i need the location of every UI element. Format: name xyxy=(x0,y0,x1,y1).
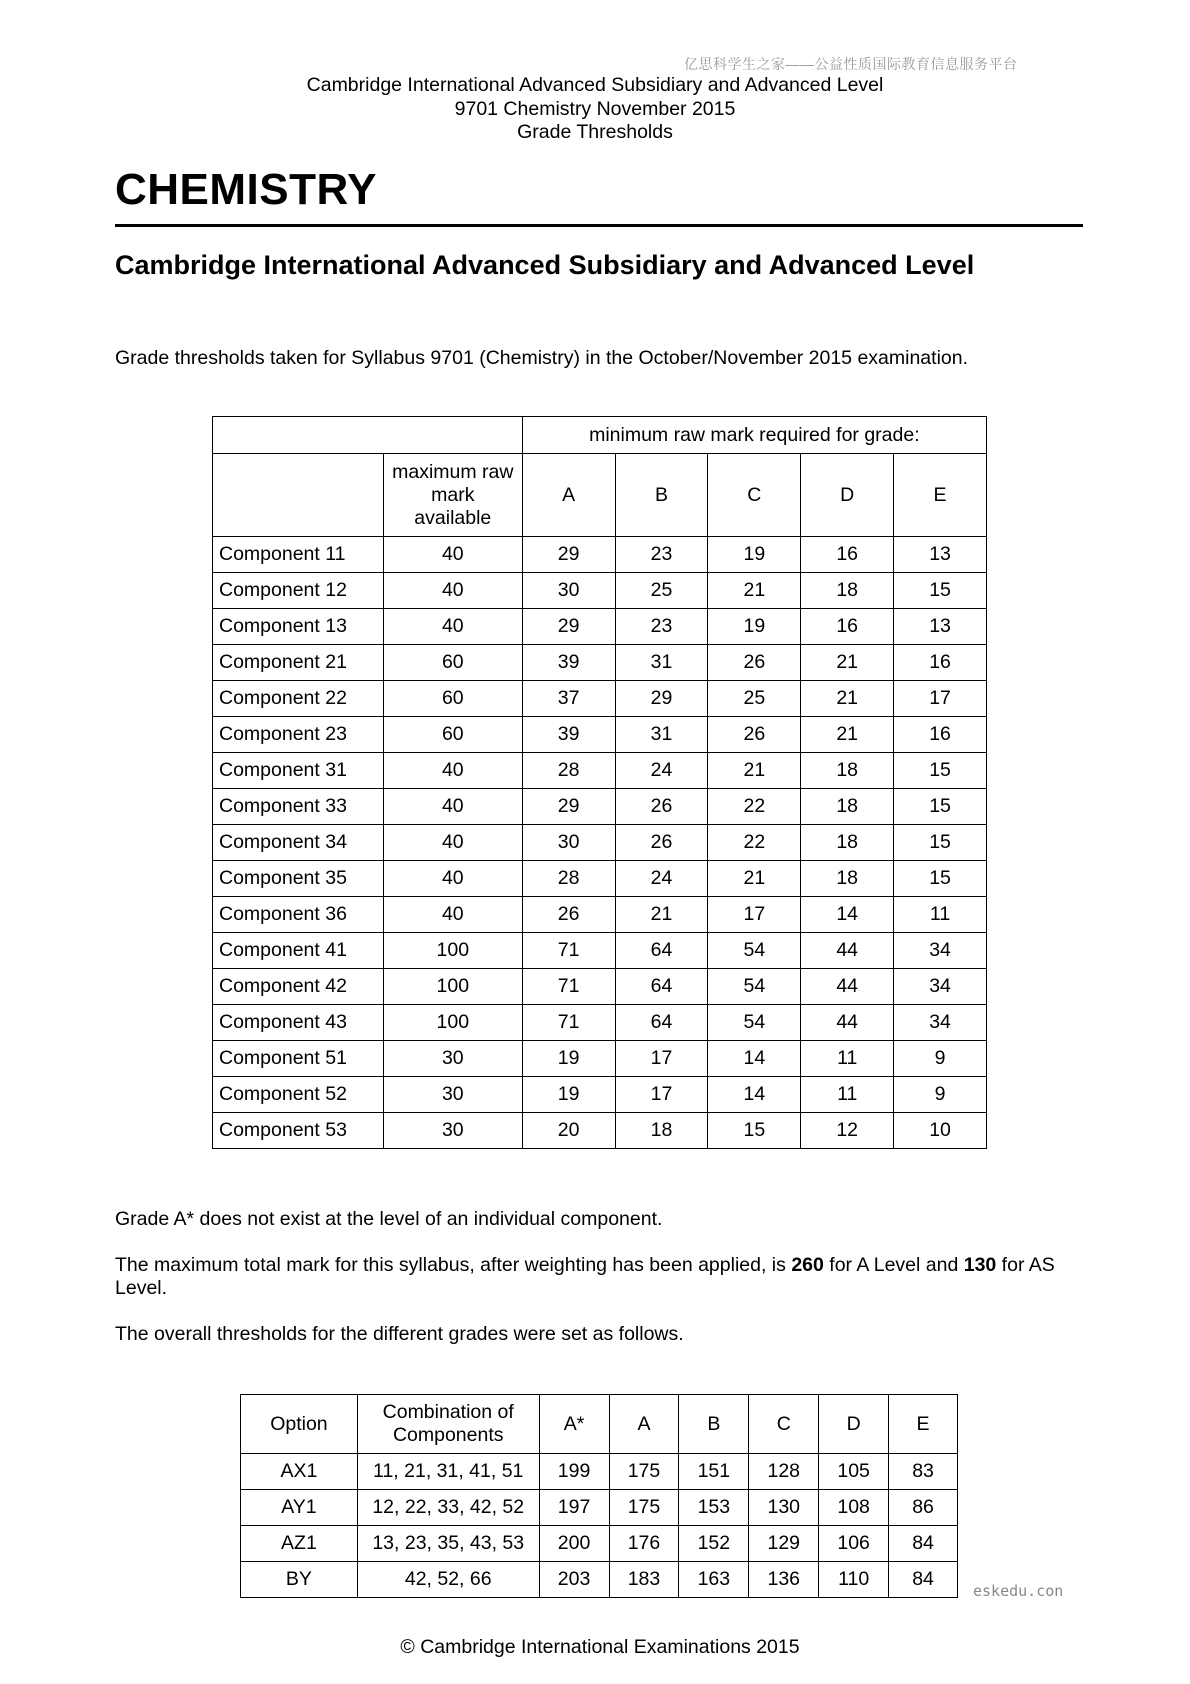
component-name: Component 11 xyxy=(213,537,384,573)
threshold-cell: 14 xyxy=(708,1041,801,1077)
component-name: Component 13 xyxy=(213,609,384,645)
threshold-cell: 84 xyxy=(889,1562,958,1598)
threshold-cell: 26 xyxy=(708,645,801,681)
threshold-cell: 18 xyxy=(801,825,894,861)
max-header-line: mark xyxy=(431,483,475,506)
component-name: Component 43 xyxy=(213,1005,384,1041)
threshold-cell: 17 xyxy=(708,897,801,933)
table-row xyxy=(241,1526,958,1562)
threshold-cell: 21 xyxy=(801,681,894,717)
a-level-total: 260 xyxy=(791,1254,824,1276)
threshold-cell: 19 xyxy=(522,1077,615,1113)
threshold-cell: 21 xyxy=(801,717,894,753)
threshold-cell: 12 xyxy=(801,1113,894,1149)
table-row xyxy=(241,1490,958,1526)
grade-header: D xyxy=(819,1395,889,1454)
threshold-cell: 44 xyxy=(801,933,894,969)
component-name: Component 42 xyxy=(213,969,384,1005)
table-row xyxy=(213,681,987,717)
max-mark-cell: 100 xyxy=(383,1005,522,1041)
threshold-cell: 128 xyxy=(749,1454,819,1490)
threshold-cell: 26 xyxy=(615,789,708,825)
table-row xyxy=(213,537,987,573)
max-header-line: available xyxy=(414,506,492,529)
threshold-cell: 54 xyxy=(708,933,801,969)
threshold-cell: 110 xyxy=(819,1562,889,1598)
threshold-cell: 31 xyxy=(615,717,708,753)
threshold-cell: 83 xyxy=(889,1454,958,1490)
threshold-cell: 28 xyxy=(522,753,615,789)
max-mark-cell: 40 xyxy=(383,897,522,933)
threshold-cell: 200 xyxy=(539,1526,609,1562)
threshold-cell: 9 xyxy=(894,1077,987,1113)
combination-header-line: Components xyxy=(392,1424,504,1446)
threshold-cell: 106 xyxy=(819,1526,889,1562)
max-mark-cell: 30 xyxy=(383,1113,522,1149)
component-name: Component 12 xyxy=(213,573,384,609)
threshold-cell: 34 xyxy=(894,933,987,969)
max-total-middle: for A Level and xyxy=(823,1254,964,1276)
component-name: Component 34 xyxy=(213,825,384,861)
watermark-side: eskedu.con xyxy=(973,1582,1064,1600)
threshold-cell: 25 xyxy=(615,573,708,609)
component-name: Component 33 xyxy=(213,789,384,825)
intro-paragraph: Grade thresholds taken for Syllabus 9701 (Chemistry) in the October/November 2015 examination. xyxy=(115,347,969,369)
header-line-3: Grade Thresholds xyxy=(517,121,673,143)
threshold-cell: 22 xyxy=(708,789,801,825)
max-mark-cell: 100 xyxy=(383,933,522,969)
threshold-cell: 31 xyxy=(615,645,708,681)
threshold-cell: 34 xyxy=(894,1005,987,1041)
as-level-total: 130 xyxy=(963,1254,997,1276)
threshold-cell: 17 xyxy=(894,681,987,717)
threshold-cell: 25 xyxy=(708,681,801,717)
table-row xyxy=(213,573,987,609)
grade-span-header: minimum raw mark required for grade: xyxy=(522,417,986,454)
threshold-cell: 18 xyxy=(801,789,894,825)
max-mark-header xyxy=(383,454,522,537)
threshold-cell: 28 xyxy=(522,861,615,897)
table-row xyxy=(213,1005,987,1041)
threshold-cell: 175 xyxy=(609,1490,679,1526)
option-code: BY xyxy=(241,1562,358,1598)
max-total-suffix: for AS Level. xyxy=(115,1254,1055,1299)
component-combination: 11, 21, 31, 41, 51 xyxy=(357,1454,539,1490)
threshold-cell: 19 xyxy=(522,1041,615,1077)
threshold-cell: 130 xyxy=(749,1490,819,1526)
threshold-cell: 18 xyxy=(801,573,894,609)
table-row xyxy=(213,645,987,681)
threshold-cell: 71 xyxy=(522,1005,615,1041)
max-mark-cell: 40 xyxy=(383,861,522,897)
threshold-cell: 18 xyxy=(801,753,894,789)
component-combination: 42, 52, 66 xyxy=(357,1562,539,1598)
threshold-cell: 108 xyxy=(819,1490,889,1526)
overall-intro: The overall thresholds for the different grades were set as follows. xyxy=(115,1323,684,1345)
page-subtitle: Cambridge International Advanced Subsidiary and Advanced Level xyxy=(115,250,975,280)
threshold-cell: 26 xyxy=(708,717,801,753)
grade-header: C xyxy=(749,1395,819,1454)
threshold-cell: 64 xyxy=(615,969,708,1005)
threshold-cell: 16 xyxy=(801,537,894,573)
table-row xyxy=(213,753,987,789)
threshold-cell: 23 xyxy=(615,537,708,573)
grade-header: E xyxy=(894,454,987,537)
watermark-text: 亿思科学生之家——公益性质国际教育信息服务平台 xyxy=(684,56,1018,72)
max-mark-cell: 40 xyxy=(383,753,522,789)
threshold-cell: 21 xyxy=(801,645,894,681)
grade-header: A xyxy=(609,1395,679,1454)
grade-header: E xyxy=(889,1395,958,1454)
threshold-cell: 15 xyxy=(894,573,987,609)
threshold-cell: 29 xyxy=(522,537,615,573)
threshold-cell: 19 xyxy=(708,537,801,573)
threshold-cell: 64 xyxy=(615,933,708,969)
threshold-cell: 151 xyxy=(679,1454,749,1490)
threshold-cell: 10 xyxy=(894,1113,987,1149)
threshold-cell: 16 xyxy=(894,717,987,753)
threshold-cell: 183 xyxy=(609,1562,679,1598)
threshold-cell: 15 xyxy=(894,753,987,789)
threshold-cell: 21 xyxy=(708,861,801,897)
grade-header: B xyxy=(679,1395,749,1454)
threshold-cell: 44 xyxy=(801,1005,894,1041)
threshold-cell: 30 xyxy=(522,573,615,609)
threshold-cell: 71 xyxy=(522,933,615,969)
max-header-line: maximum raw xyxy=(392,460,514,483)
threshold-cell: 21 xyxy=(708,753,801,789)
component-name: Component 31 xyxy=(213,753,384,789)
option-code: AX1 xyxy=(241,1454,358,1490)
threshold-cell: 21 xyxy=(708,573,801,609)
threshold-cell: 18 xyxy=(615,1113,708,1149)
table-row xyxy=(213,897,987,933)
threshold-cell: 26 xyxy=(615,825,708,861)
page-title: CHEMISTRY xyxy=(115,165,377,214)
threshold-cell: 39 xyxy=(522,645,615,681)
threshold-cell: 197 xyxy=(539,1490,609,1526)
threshold-cell: 13 xyxy=(894,609,987,645)
threshold-cell: 203 xyxy=(539,1562,609,1598)
option-header: Option xyxy=(241,1395,358,1454)
threshold-cell: 16 xyxy=(894,645,987,681)
threshold-cell: 13 xyxy=(894,537,987,573)
title-divider xyxy=(115,224,1083,227)
component-name: Component 53 xyxy=(213,1113,384,1149)
threshold-cell: 29 xyxy=(522,789,615,825)
component-name: Component 41 xyxy=(213,933,384,969)
header-line-1: Cambridge International Advanced Subsidiary and Advanced Level xyxy=(306,74,884,96)
threshold-cell: 64 xyxy=(615,1005,708,1041)
combination-header xyxy=(357,1395,539,1454)
threshold-cell: 176 xyxy=(609,1526,679,1562)
threshold-cell: 29 xyxy=(615,681,708,717)
component-name: Component 22 xyxy=(213,681,384,717)
table-row xyxy=(213,717,987,753)
grade-header: D xyxy=(801,454,894,537)
component-name: Component 36 xyxy=(213,897,384,933)
component-name: Component 35 xyxy=(213,861,384,897)
max-mark-cell: 30 xyxy=(383,1041,522,1077)
max-mark-cell: 30 xyxy=(383,1077,522,1113)
threshold-cell: 24 xyxy=(615,861,708,897)
table-row xyxy=(213,789,987,825)
component-name: Component 21 xyxy=(213,645,384,681)
component-name: Component 52 xyxy=(213,1077,384,1113)
max-mark-cell: 60 xyxy=(383,645,522,681)
max-mark-cell: 60 xyxy=(383,681,522,717)
empty-header-cell xyxy=(213,454,384,537)
table-row xyxy=(241,1562,958,1598)
threshold-cell: 18 xyxy=(801,861,894,897)
astar-note: Grade A* does not exist at the level of an individual component. xyxy=(115,1208,663,1230)
table-row xyxy=(213,1041,987,1077)
threshold-cell: 54 xyxy=(708,1005,801,1041)
threshold-cell: 24 xyxy=(615,753,708,789)
threshold-cell: 26 xyxy=(522,897,615,933)
table-row xyxy=(213,969,987,1005)
threshold-cell: 129 xyxy=(749,1526,819,1562)
grade-header: A* xyxy=(539,1395,609,1454)
table-row xyxy=(213,1113,987,1149)
table-row xyxy=(213,825,987,861)
threshold-cell: 11 xyxy=(801,1077,894,1113)
threshold-cell: 30 xyxy=(522,825,615,861)
max-total-prefix: The maximum total mark for this syllabus, after weighting has been applied, is xyxy=(115,1254,792,1276)
table-row xyxy=(213,1077,987,1113)
footer-copyright: © Cambridge International Examinations 2015 xyxy=(400,1636,800,1658)
threshold-cell: 14 xyxy=(708,1077,801,1113)
max-mark-cell: 40 xyxy=(383,789,522,825)
max-mark-cell: 60 xyxy=(383,717,522,753)
threshold-cell: 54 xyxy=(708,969,801,1005)
threshold-cell: 21 xyxy=(615,897,708,933)
max-mark-cell: 40 xyxy=(383,573,522,609)
component-name: Component 51 xyxy=(213,1041,384,1077)
threshold-cell: 29 xyxy=(522,609,615,645)
threshold-cell: 11 xyxy=(801,1041,894,1077)
component-combination: 13, 23, 35, 43, 53 xyxy=(357,1526,539,1562)
max-mark-cell: 40 xyxy=(383,537,522,573)
option-code: AY1 xyxy=(241,1490,358,1526)
threshold-cell: 105 xyxy=(819,1454,889,1490)
threshold-cell: 14 xyxy=(801,897,894,933)
threshold-cell: 15 xyxy=(708,1113,801,1149)
threshold-cell: 86 xyxy=(889,1490,958,1526)
max-mark-cell: 40 xyxy=(383,825,522,861)
threshold-cell: 15 xyxy=(894,789,987,825)
threshold-cell: 15 xyxy=(894,825,987,861)
threshold-cell: 84 xyxy=(889,1526,958,1562)
threshold-cell: 22 xyxy=(708,825,801,861)
component-combination: 12, 22, 33, 42, 52 xyxy=(357,1490,539,1526)
max-mark-cell: 40 xyxy=(383,609,522,645)
threshold-cell: 175 xyxy=(609,1454,679,1490)
threshold-cell: 37 xyxy=(522,681,615,717)
threshold-cell: 16 xyxy=(801,609,894,645)
threshold-cell: 71 xyxy=(522,969,615,1005)
max-total-paragraph xyxy=(115,1254,1070,1300)
threshold-cell: 136 xyxy=(749,1562,819,1598)
threshold-cell: 17 xyxy=(615,1077,708,1113)
threshold-cell: 39 xyxy=(522,717,615,753)
table-row xyxy=(213,861,987,897)
component-name: Component 23 xyxy=(213,717,384,753)
table-row xyxy=(241,1454,958,1490)
option-thresholds-table xyxy=(240,1394,958,1598)
threshold-cell: 34 xyxy=(894,969,987,1005)
threshold-cell: 199 xyxy=(539,1454,609,1490)
threshold-cell: 15 xyxy=(894,861,987,897)
table-row xyxy=(213,609,987,645)
max-mark-cell: 100 xyxy=(383,969,522,1005)
threshold-cell: 19 xyxy=(708,609,801,645)
threshold-cell: 11 xyxy=(894,897,987,933)
empty-header-cell xyxy=(213,417,523,454)
threshold-cell: 9 xyxy=(894,1041,987,1077)
threshold-cell: 153 xyxy=(679,1490,749,1526)
grade-header: A xyxy=(522,454,615,537)
combination-header-line: Combination of xyxy=(382,1401,514,1423)
threshold-cell: 163 xyxy=(679,1562,749,1598)
threshold-cell: 152 xyxy=(679,1526,749,1562)
threshold-cell: 17 xyxy=(615,1041,708,1077)
grade-header: C xyxy=(708,454,801,537)
table-row xyxy=(213,933,987,969)
component-thresholds-table xyxy=(212,416,987,1149)
option-code: AZ1 xyxy=(241,1526,358,1562)
threshold-cell: 20 xyxy=(522,1113,615,1149)
threshold-cell: 23 xyxy=(615,609,708,645)
grade-header: B xyxy=(615,454,708,537)
header-line-2: 9701 Chemistry November 2015 xyxy=(454,98,736,120)
threshold-cell: 44 xyxy=(801,969,894,1005)
